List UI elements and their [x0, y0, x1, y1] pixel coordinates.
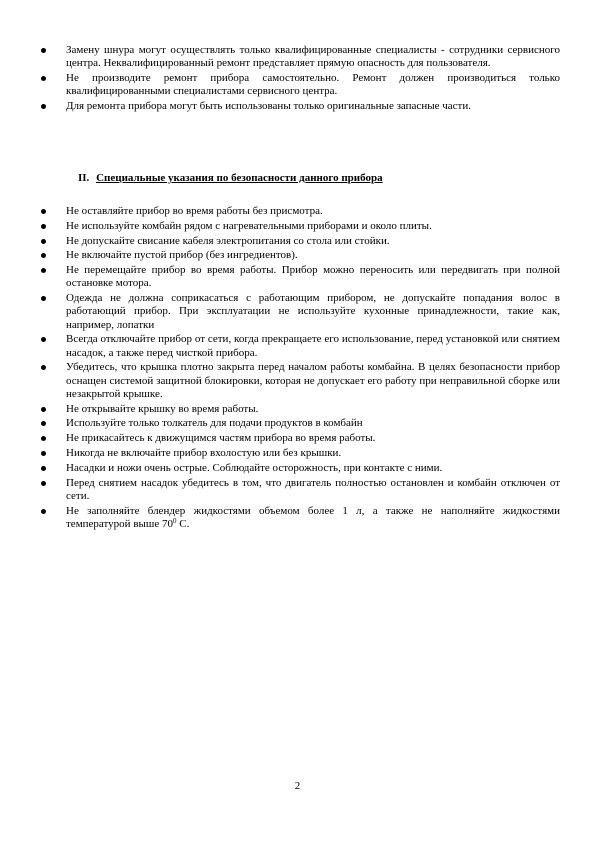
list-item-text: Не открывайте крышку во время работы. — [66, 402, 259, 415]
list-item-text: Используйте только толкатель для подачи продуктов в комбайн — [66, 417, 363, 430]
list-item-text: Одежда не должна соприкасаться с работающим прибором, не допускайте попадания волос в работающий прибор. При эксплуатации не используйте кухонные принадлежности, такие как, например, лопатки — [66, 292, 560, 331]
list-item-text: Не оставляйте прибор во время работы без присмотра. — [66, 205, 323, 217]
bullet-icon — [41, 337, 46, 342]
list-item-text: Не производите ремонт прибора самостоятельно. Ремонт должен производиться только квалифицированными специалистами сервисного центра. — [66, 72, 560, 98]
list-item-text: Всегда отключайте прибор от сети, когда прекращаете его использование, перед установкой или снятием насадок, а также перед чисткой прибора. — [66, 333, 560, 359]
list-item-text: Не перемещайте прибор во время работы. Прибор можно переносить или передвигать при полной остановке мотора. — [66, 264, 560, 290]
list-item — [40, 361, 560, 401]
list-item-text: Насадки и ножи очень острые. Соблюдайте осторожность, при контакте с ними. — [66, 461, 443, 474]
list-item — [40, 505, 560, 531]
list-item — [40, 292, 560, 332]
list-item — [40, 249, 560, 262]
list-item — [40, 72, 560, 98]
list-item-suffix: С. — [176, 517, 190, 530]
list-item — [40, 462, 560, 475]
bullet-icon — [41, 436, 46, 441]
list-item-text: Никогда не включайте прибор вхолостую или без крышки. — [66, 446, 342, 459]
list-item-text: Замену шнура могут осуществлять только квалифицированные специалисты - сотрудники сервисного центра. Неквалифицированный ремонт представляет прямую опасность для пользователя. — [66, 44, 560, 70]
bullet-icon — [41, 365, 46, 370]
bullet-icon — [41, 296, 46, 301]
list-item — [40, 100, 560, 113]
safety-bullet-list — [40, 205, 560, 533]
list-item — [40, 235, 560, 248]
section-number: II. — [78, 172, 90, 184]
list-item-text: Не прикасайтесь к движущимся частям прибора во время работы. — [66, 432, 376, 445]
degree-superscript: 0 — [173, 516, 177, 525]
bullet-icon — [41, 407, 46, 412]
list-item-text: Перед снятием насадок убедитесь в том, что двигатель полностью остановлен и комбайн отключен от сети. — [66, 476, 560, 502]
bullet-icon — [41, 466, 46, 471]
bullet-icon — [41, 253, 46, 258]
list-item-text: Убедитесь, что крышка плотно закрыта перед началом работы комбайна. В целях безопасности прибор оснащен системой защитной блокировки, которая не допускает его работу при неправильной сборке или незакрытой крышке. — [66, 361, 560, 400]
bullet-icon — [41, 48, 46, 53]
list-item-text: Для ремонта прибора могут быть использованы только оригинальные запасные части. — [66, 100, 471, 112]
section-title: Специальные указания по безопасности данного прибора — [96, 172, 383, 184]
bullet-icon — [41, 104, 46, 109]
bullet-icon — [41, 481, 46, 486]
intro-bullet-list — [40, 44, 560, 115]
list-item — [40, 205, 560, 218]
list-item — [40, 447, 560, 460]
list-item-text: Не используйте комбайн рядом с нагревательными приборами и около плиты. — [66, 219, 432, 232]
list-item — [40, 477, 560, 503]
page-number: 2 — [294, 780, 301, 792]
bullet-icon — [41, 421, 46, 426]
bullet-icon — [41, 76, 46, 81]
list-item — [40, 333, 560, 359]
list-item-text: Не включайте пустой прибор (без ингредиентов). — [66, 249, 298, 262]
bullet-icon — [41, 209, 46, 214]
list-item — [40, 220, 560, 233]
list-item — [40, 417, 560, 430]
list-item-text: Не заполняйте блендер жидкостями объемом более 1 л, а также не наполняйте жидкостями температурой выше 70 — [66, 504, 560, 530]
list-item — [40, 403, 560, 416]
bullet-icon — [41, 224, 46, 229]
section-heading — [78, 172, 383, 185]
list-item-text: Не допускайте свисание кабеля электропитания со стола или стойки. — [66, 234, 390, 247]
list-item — [40, 264, 560, 290]
bullet-icon — [41, 451, 46, 456]
list-item — [40, 432, 560, 445]
bullet-icon — [41, 239, 46, 244]
bullet-icon — [41, 509, 46, 514]
list-item — [40, 44, 560, 70]
bullet-icon — [41, 268, 46, 273]
